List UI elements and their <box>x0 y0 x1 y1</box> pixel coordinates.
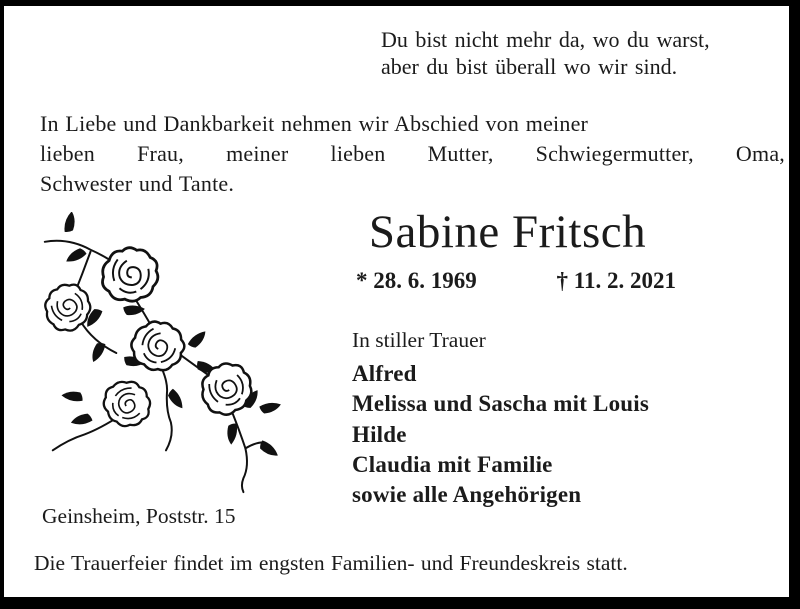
intro-line-3: Schwester und Tante. <box>40 171 235 196</box>
mourner-name: sowie alle Angehörigen <box>352 482 582 508</box>
mourner-name: Alfred <box>352 361 417 386</box>
mourners-list <box>352 359 649 510</box>
page-border-right <box>789 0 800 609</box>
opening-quote <box>381 26 710 80</box>
mourning-intro: In stiller Trauer <box>352 328 486 352</box>
funeral-info: Die Trauerfeier findet im engsten Familien- und Freundeskreis statt. <box>34 551 628 575</box>
page-border-left <box>0 0 4 609</box>
page-border-top <box>0 0 800 6</box>
mourner-name: Melissa und Sascha mit Louis <box>352 391 649 417</box>
address-line: Geinsheim, Poststr. 15 <box>42 504 236 528</box>
death-date: † 11. 2. 2021 <box>556 268 676 293</box>
intro-line-2: lieben Frau, meiner lieben Mutter, Schwiegermutter, Oma, <box>40 141 785 166</box>
quote-line-2: aber du bist überall wo wir sind. <box>381 54 678 79</box>
mourner-name: Hilde <box>352 421 407 447</box>
mourner-name: Claudia mit Familie <box>352 451 553 477</box>
intro-paragraph <box>40 109 785 199</box>
life-dates <box>356 266 676 296</box>
rose-blossoms <box>37 242 259 433</box>
roses-illustration <box>28 212 293 500</box>
quote-line-1: Du bist nicht mehr da, wo du warst, <box>381 27 710 52</box>
birth-date: * 28. 6. 1969 <box>356 268 477 293</box>
page-border-bottom <box>0 597 800 609</box>
intro-line-1: In Liebe und Dankbarkeit nehmen wir Abschied von meiner <box>40 111 589 136</box>
deceased-name: Sabine Fritsch <box>368 206 647 258</box>
